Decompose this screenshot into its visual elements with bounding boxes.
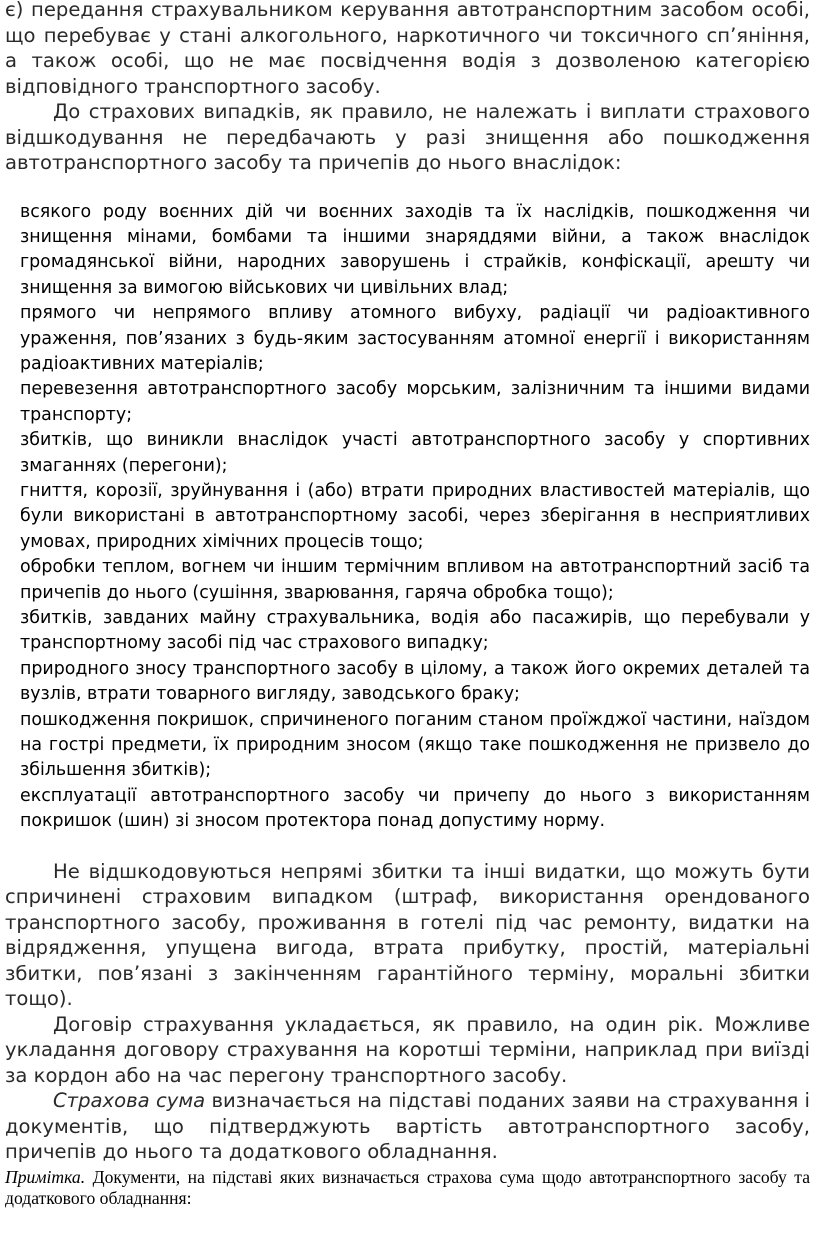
paragraph-exclusions-lead: До страхових випадків, як правило, не належать і виплати страхового відшкодування не передбачають у разі знищення або пошкодження автотранспортного засобу та причепів до нього внаслідок: (5, 100, 810, 174)
list-item: перевезення автотранспортного засобу морським, залізничним та іншими видами транспорту; (20, 379, 810, 425)
paragraph-insured-sum (5, 1088, 810, 1165)
paragraph-contract-term: Договір страхування укладається, як правило, на один рік. Можливе укладання договору страхування на коротші терміни, наприклад при виїзді за кордон або на час перегону транспортного засобу. (5, 1012, 810, 1087)
insured-sum-text: визначається на підставі поданих заяви на страхування і документів, що підтверджують вартість автотранспортного засобу, причепів до нього та додаткового обладнання. (5, 1089, 811, 1164)
list-item: природного зносу транспортного засобу в цілому, а також його окремих деталей та вузлів, втрати товарного вигляду, заводського браку; (20, 658, 810, 705)
list-item: збитків, завданих майну страхувальника, водія або пасажирів, що перебували у транспортному засобі під час страхового випадку; (20, 608, 810, 654)
note-paragraph (5, 1167, 810, 1209)
list-item: всякого роду воєнних дій чи воєнних заходів та їх наслідків, пошкодження чи знищення мінами, бомбами та іншими знаряддями війни, а також внаслідок громадянської війни, народних заворушень і страйків, конфіскації, арешту чи знищення за вимогою військових чи цивільних влад; (20, 201, 810, 298)
exclusions-list (5, 200, 810, 835)
list-item: експлуатації автотранспортного засобу чи причепу до нього з використанням покришок (шин) зі зносом протектора понад допустиму норму. (20, 785, 810, 832)
note-text: Документи, на підставі яких визначається страхова сума щодо автотранспортного засобу та додаткового обладнання: (5, 1166, 810, 1208)
list-item: збитків, що виникли внаслідок участі автотранспортного засобу у спортивних змаганнях (перегони); (20, 430, 810, 476)
paragraph-intro-continuation: є) передання страхувальником керування автотранспортним засобом особі, що перебуває у стані алкогольного, наркотичного чи токсичного сп’яніння, а також особі, що не має посвідчення водія з дозволеною категорією відповідного транспортного засобу. (5, 0, 810, 98)
insured-sum-term: Страхова сума (53, 1089, 206, 1113)
list-item: обробки теплом, вогнем чи іншим термічним впливом на автотранспортний засіб та причепів до нього (сушіння, зварювання, гаряча обробка тощо); (20, 557, 810, 603)
list-item: пошкодження покришок, спричиненого поганим станом проїжджої частини, наїздом на гострі предмети, їх природним зносом (якщо таке пошкодження не призвело до збільшення збитків); (20, 709, 810, 781)
note-label: Примітка. (5, 1166, 86, 1187)
paragraph-non-compensated: Не відшкодовуються непрямі збитки та інші видатки, що можуть бути спричинені страховим випадком (штраф, використання орендованого транспортного засобу, проживання в готелі під час ремонту, видатки на відрядження, упущена вигода, втрата прибутку, простій, матеріальні збитки, пов’язані з закінченням гарантійного терміну, моральні збитки тощо). (5, 859, 810, 1011)
list-item: гниття, корозії, зруйнування і (або) втрати природних властивостей матеріалів, що були використані в автотранспортному засобі, через зберігання в несприятливих умовах, природних хімічних процесів тощо; (20, 480, 810, 552)
list-item: прямого чи непрямого впливу атомного вибуху, радіації чи радіоактивного ураження, пов’язаних з будь-яким застосуванням атомної енергії і використанням радіоактивних матеріалів; (20, 303, 810, 374)
